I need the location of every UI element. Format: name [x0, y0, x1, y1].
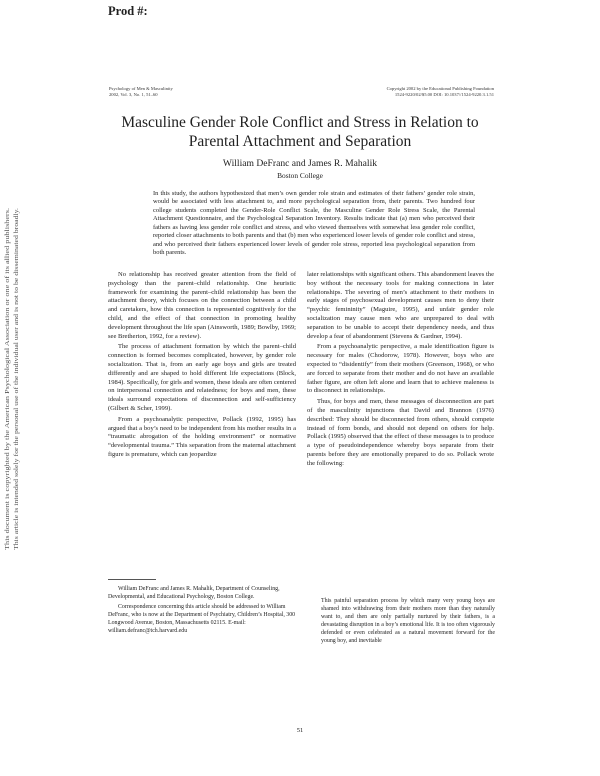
- prod-number-label: Prod #:: [108, 4, 148, 18]
- body-paragraph: The process of attachment formation by which the parent–child connection is formed becomes complicated, however, by gender role socialization. That is, from an early age boys and girls are treated differently and are shaped to hold different life expectations (Block, 1984). Specifically, for girls and women, these ideals are often centered on interpersonal connection and relatedness; for boys and men, these ideals surround expectations of disconnection and self-sufficiency (Gilbert & Scher, 1999).: [108, 343, 296, 412]
- footnotes: [108, 585, 296, 637]
- title-line: Masculine Gender Role Conflict and Stress in Relation to: [121, 114, 479, 131]
- journal-name: Psychology of Men & Masculinity: [109, 86, 173, 91]
- copyright-line: Copyright 2002 by the Educational Publishing Foundation: [386, 86, 494, 91]
- authors: William DeFranc and James R. Mahalik: [222, 158, 378, 169]
- footnote-divider: [108, 579, 156, 580]
- side-notice-line: This document is copyrighted by the American Psychological Association or one of its allied publishers.: [4, 287, 11, 550]
- abstract: In this study, the authors hypothesized that men’s own gender role strain and estimates of their fathers’ gender role strain, would be associated with less attachment to, and more psychological separation from, their parents. Two hundred four college students completed the Gender-Role Conflict Scale, the Masculine Gender Role Stress Scale, the Parental Attachment Questionnaire, and the Psychological Separation Inventory. Results indicate that (a) men who perceived their fathers as having less gender role conflict and stress, and who viewed themselves with somewhat less gender role conflict, reported closer attachments to both parents and that (b) men who experienced lower levels of gender role conflict and stress, and who perceived their fathers experienced lower levels of gender role stress, reported less psychological separation from both parents.: [153, 190, 475, 257]
- title-line: Parental Attachment and Separation: [188, 133, 412, 150]
- body-paragraph: From a psychoanalytic perspective, a male identification figure is necessary for males (Chodorow, 1978). However, boys who are expected to “disidentify” from their mothers (Greenson, 1968), or who are forced to separate from their mother and do not have an available father figure, are often left alone and learn that to achieve maleness is to disconnect in relationships.: [307, 343, 494, 395]
- body-paragraph: From a psychoanalytic perspective, Pollack (1992, 1995) has argued that a boy’s need to be independent from his mother results in a “traumatic abrogation of the holding environment” or normative “developmental trauma.” This separation from the maternal attachment figure is premature, which can jeopardize: [108, 415, 296, 458]
- doi-line: 1524-9220/02/$5.00 DOI: 10.1037//1524-9220.3.1.51: [394, 92, 494, 97]
- article-title: [100, 113, 500, 151]
- journal-volume: 2002, Vol. 3, No. 1, 51–60: [109, 92, 158, 97]
- body-paragraph: Thus, for boys and men, these messages of disconnection are part of the masculinity injunctions that David and Brannon (1976) described: They should be disconnected from others, should compete instead of form bonds, and should not depend on others for help. Pollack (1995) observed that the effect of these messages is to produce a type of pseudoindependence whereby boys separate from their parents before they are emotionally prepared to do so. Pollack wrote the following:: [307, 398, 494, 467]
- body-column-left: [108, 271, 296, 460]
- body-paragraph: later relationships with significant others. This abandonment leaves the boy without the necessary tools for making connections in later relationships. The severing of men’s attachment to their mothers in early stages of psychosexual development causes men to deny their “psychic femininity” (Maguire, 1995), and unfair gender role socialization may cause men who are unprepared to deal with separation to be unable to accept their dependency needs, and thus develop a fear of abandonment (Stevens & Gardner, 1994).: [307, 271, 494, 340]
- affiliation: Boston College: [277, 171, 323, 180]
- correspondence-note: Correspondence concerning this article should be addressed to William DeFranc, who is now at the Department of Psychiatry, Children’s Hospital, 300 Longwood Avenue, Boston, Massachusetts 02115. E-mail: william.defranc@tch.harvard.edu: [108, 604, 296, 634]
- journal-info-right: [352, 86, 494, 98]
- body-column-right: [307, 271, 494, 469]
- journal-info-left: [109, 86, 173, 98]
- side-notice-line: This article is intended solely for the personal use of the individual user and is not to be disseminated broadly.: [13, 273, 20, 550]
- side-notice-graphic: [0, 204, 22, 554]
- page-number: 51: [296, 727, 304, 734]
- body-paragraph: No relationship has received greater attention from the field of psychology than the parent–child relationship. One heuristic framework for examining the parent–child relationship has been the attachment theory, which focuses on the connection between a child and caretakers, how this connection is represented cognitively for the child, and the effect of that connection in promoting healthy development throughout the life span (Ainsworth, 1989; Bowlby, 1969; see Bretherton, 1992, for a review).: [108, 271, 296, 340]
- author-note: William DeFranc and James R. Mahalik, Department of Counseling, Developmental, and Educational Psychology, Boston College.: [108, 586, 280, 600]
- side-copyright-notice: [0, 204, 22, 554]
- block-quote: This painful separation process by which many very young boys are shamed into withdrawing from their mothers more than they naturally want to, and then are only partially nurtured by their fathers, is a devastating disruption in a boy’s emotional life. It is too often vigorously defended or even celebrated as a natural movement forward for the young boy, and inevitable: [321, 598, 495, 645]
